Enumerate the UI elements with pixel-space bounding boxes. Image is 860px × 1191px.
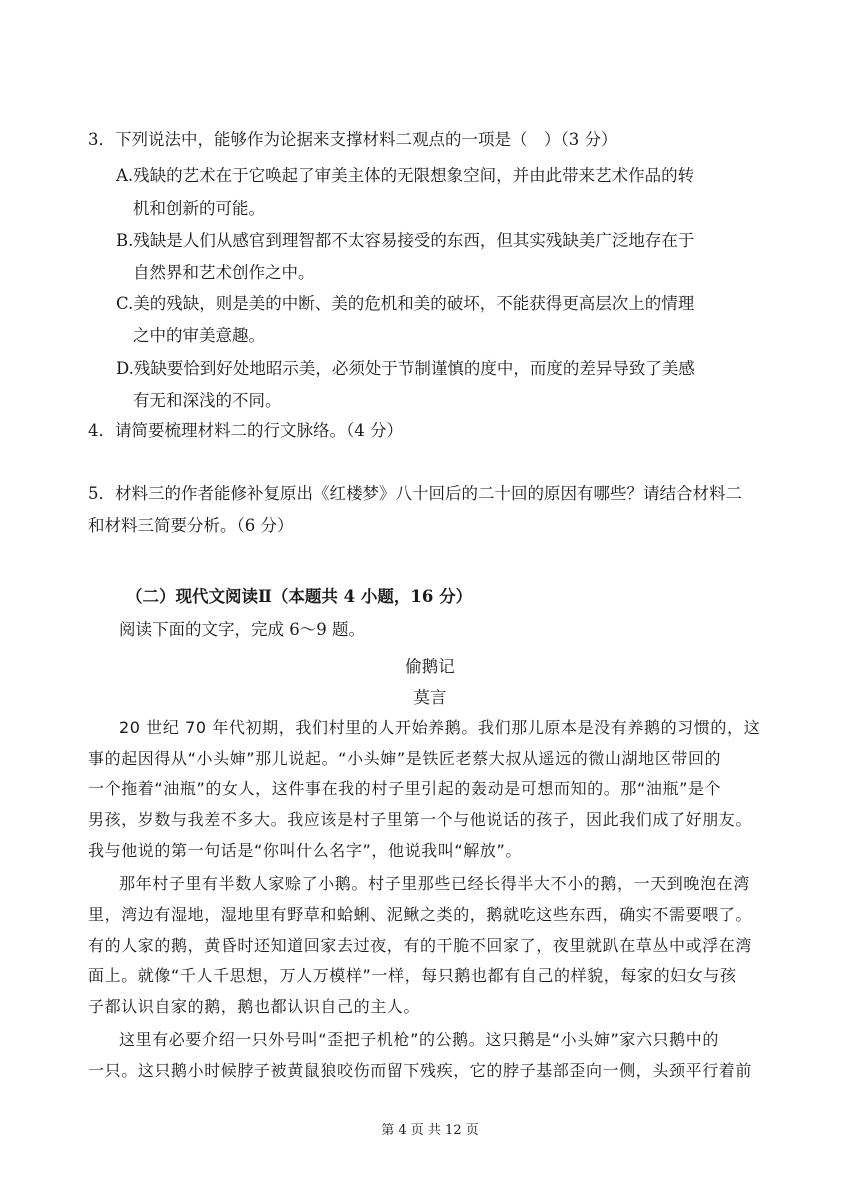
option-d-line1: D.残缺要恰到好处地昭示美，必须处于节制谨慎的度中，而度的差异导致了美感 [116,359,695,378]
para1-line3: 一个拖着“油瓶”的女人，这件事在我的村子里引起的轰动是可想而知的。那“油瓶”是个 [88,779,722,798]
para3-line2: 一只。这只鹅小时候脖子被黄鼠狼咬伤而留下残疾，它的脖子基部歪向一侧，头颈平行着前 [88,1061,753,1080]
article-title: 偷鹅记 [405,657,455,676]
article-author: 莫言 [413,688,447,707]
question-3-stem: 3．下列说法中，能够作为论据来支撑材料二观点的一项是（ ）（3 分） [88,130,618,149]
para1-line1: 20 世纪 70 年代初期，我们村里的人开始养鹅。我们那儿原本是没有养鹅的习惯的，这 [119,718,761,737]
question-5-line1: 5．材料三的作者能修补复原出《红楼梦》八十回后的二十回的原因有哪些？请结合材料二 [88,484,742,503]
para2-line2: 里，湾边有湿地，湿地里有野草和蛤蜊、泥鳅之类的，鹅就吃这些东西，确实不需要喂了。 [88,905,753,924]
para2-line3: 有的人家的鹅，黄昏时还知道回家去过夜，有的干脆不回家了，夜里就趴在草丛中或浮在湾 [88,936,753,955]
option-a-line2: 机和创新的可能。 [133,199,265,218]
para3-line1: 这里有必要介绍一只外号叫“歪把子机枪”的公鹅。这只鹅是“小头婶”家六只鹅中的 [119,1030,719,1049]
option-c-line2: 之中的审美意趣。 [133,326,265,345]
option-c-line1: C.美的残缺，则是美的中断、美的危机和美的破坏，不能获得更高层次上的情理 [116,294,695,313]
para2-line4: 面上。就像“千人千思想，万人万模样”一样，每只鹅也都有自己的样貌，每家的妇女与孩 [88,966,737,985]
para2-line1: 那年村子里有半数人家赊了小鹅。村子里那些已经长得半大不小的鹅，一天到晚泡在湾 [119,874,750,893]
option-a-line1: A.残缺的艺术在于它唤起了审美主体的无限想象空间，并由此带来艺术作品的转 [116,166,695,185]
option-b-line1: B.残缺是人们从感官到理智都不太容易接受的东西，但其实残缺美广泛地存在于 [116,231,695,250]
question-4: 4．请简要梳理材料二的行文脉络。（4 分） [88,421,403,440]
option-d-line2: 有无和深浅的不同。 [133,391,282,410]
page-footer: 第 4 页 共 12 页 [381,1123,479,1138]
section-instruction: 阅读下面的文字，完成 6～9 题。 [119,620,365,639]
para1-line4: 男孩，岁数与我差不多大。我应该是村子里第一个与他说话的孩子，因此我们成了好朋友。 [88,810,753,829]
section-heading: （二）现代文阅读Ⅱ（本题共 4 小题，16 分） [126,587,473,606]
question-5-line2: 和材料三简要分析。（6 分） [88,516,294,535]
para2-line5: 子都认识自家的鹅，鹅也都认识自己的主人。 [88,997,421,1016]
para1-line5: 我与他说的第一句话是“你叫什么名字”，他说我叫“解放”。 [88,841,522,860]
option-b-line2: 自然界和艺术创作之中。 [133,263,315,282]
para1-line2: 事的起因得从“小头婶”那儿说起。“小头婶”是铁匠老蔡大叔从遥远的微山湖地区带回的 [88,749,722,768]
